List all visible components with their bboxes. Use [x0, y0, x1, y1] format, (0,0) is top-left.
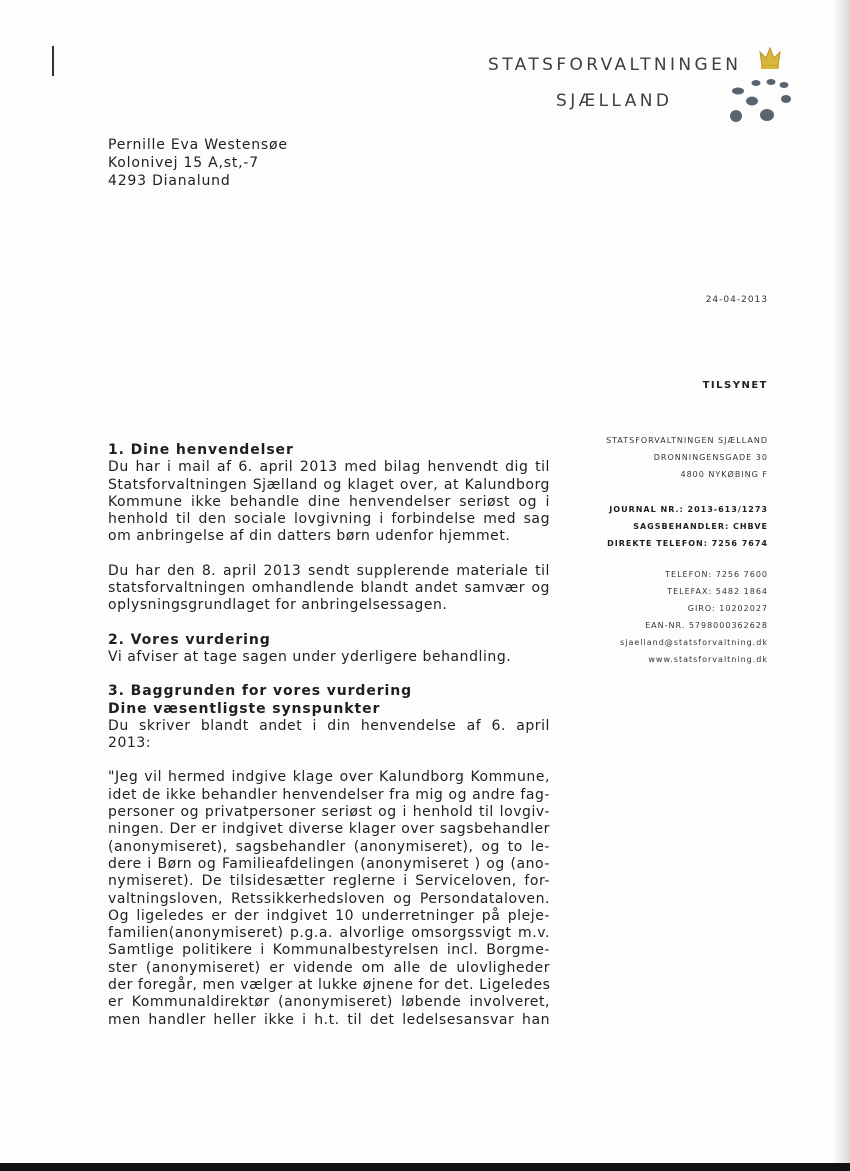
recipient-address — [108, 136, 288, 190]
section2-text: Vi afviser at tage sagen under yderligere behandling. — [108, 648, 512, 665]
section3-heading: 3. Baggrunden for vores vurdering — [108, 683, 413, 700]
section1b-text — [108, 563, 550, 615]
logo-dot — [732, 88, 744, 95]
body-line: henhold til den sociale lovgivning i forbindelse med sag — [108, 511, 550, 528]
crown-dots-icon — [720, 44, 796, 126]
quote-line: dere i Børn og Familieafdelingen (anonymiseret ) og (ano- — [108, 855, 550, 872]
sender-city: 4800 NYKØBING F — [680, 470, 768, 479]
phone: TELEFON: 7256 7600 — [665, 570, 768, 579]
quote-line: nymiseret). De tilsidesætter reglerne i Serviceloven, for- — [108, 873, 550, 890]
section2-heading: 2. Vores vurdering — [108, 631, 271, 648]
body-line: Statsforvaltningen Sjælland og klaget over, at Kalundborg — [108, 476, 550, 493]
body-line: 2013: — [108, 735, 152, 752]
quote-line: der foregår, men vælger at lukke øjnene for det. Ligeledes — [108, 977, 551, 994]
web-link[interactable]: www.statsforvaltning.dk — [648, 655, 768, 664]
org-name-line2: SJÆLLAND — [556, 91, 673, 111]
department-label: TILSYNET — [702, 380, 768, 391]
scan-edge-shadow — [832, 0, 850, 1163]
logo-dot — [730, 110, 742, 122]
body-line: Du skriver blandt andet i din henvendelse af 6. april — [108, 717, 550, 734]
quote-line: personer og privatpersoner seriøst og i henhold til lovgiv- — [108, 804, 550, 821]
logo-dot — [781, 95, 791, 103]
logo-dot — [752, 80, 761, 86]
body-line: Du har i mail af 6. april 2013 med bilag henvendt dig til — [108, 459, 550, 476]
sender-org: STATSFORVALTNINGEN SJÆLLAND — [606, 436, 768, 445]
giro: GIRO: 10202027 — [687, 604, 768, 613]
recipient-city: 4293 Dianalund — [108, 173, 231, 189]
journal-number: JOURNAL NR.: 2013-613/1273 — [609, 505, 768, 514]
logo-dot — [760, 109, 774, 121]
quote-line: idet de ikke behandler henvendelser fra mig og andre fag- — [108, 786, 550, 803]
scan-mark — [52, 46, 54, 76]
quote-line: ster (anonymiseret) er vidende om alle de ulovligheder — [108, 959, 550, 976]
quote-line: familien(anonymiseret) p.g.a. alvorlige omsorgssvigt m.v. — [108, 925, 550, 942]
body-line: Du har den 8. april 2013 sendt supplerende materiale til — [108, 562, 550, 579]
logo — [720, 44, 796, 130]
quote-block — [108, 769, 550, 1028]
direct-phone: DIREKTE TELEFON: 7256 7674 — [607, 539, 768, 548]
email-link[interactable]: sjaelland@statsforvaltning.dk — [620, 638, 768, 647]
body-line: oplysningsgrundlaget for anbringelsessagen. — [108, 597, 448, 614]
recipient-street: Kolonivej 15 A,st,-7 — [108, 155, 259, 171]
ean-number: EAN-NR. 5798000362628 — [645, 621, 768, 630]
quote-line: men handler heller ikke i h.t. til det ledelsesansvar han — [108, 1011, 550, 1028]
quote-line: "Jeg vil hermed indgive klage over Kalundborg Kommune, — [108, 769, 550, 786]
logo-dot — [746, 97, 758, 106]
quote-line: Og ligeledes er der indgivet 10 underretninger på pleje- — [108, 907, 550, 924]
body-line: statsforvaltningen omhandlende blandt andet samvær og — [108, 580, 550, 597]
org-name-line1: STATSFORVALTNINGEN — [488, 55, 742, 75]
case-worker: SAGSBEHANDLER: CHBVE — [633, 522, 768, 531]
fax: TELEFAX: 5482 1864 — [667, 587, 768, 596]
body-line: om anbringelse af din datters børn udenfor hjemmet. — [108, 528, 511, 545]
section3-text — [108, 718, 550, 753]
quote-line: Samtlige politikere i Kommunalbestyrelsen incl. Borgme- — [108, 942, 550, 959]
section1-text — [108, 459, 550, 545]
recipient-name: Pernille Eva Westensøe — [108, 137, 288, 153]
logo-dot — [780, 82, 789, 88]
body-line: Kommune ikke behandle dine henvendelser seriøst og i — [108, 493, 550, 510]
letter-date: 24-04-2013 — [705, 295, 768, 305]
logo-dot — [767, 79, 776, 85]
quote-line: er Kommunaldirektør (anonymiseret) løbende involveret, — [108, 994, 550, 1011]
scan-bottom-edge — [0, 1163, 850, 1171]
section3-subheading: Dine væsentligste synspunkter — [108, 700, 381, 717]
letter-body — [108, 442, 550, 1029]
quote-line: valtningsloven, Retssikkerhedsloven og Persondataloven. — [108, 890, 550, 907]
quote-line: ningen. Der er indgivet diverse klager over sagsbehandler — [108, 821, 550, 838]
section1-heading: 1. Dine henvendelser — [108, 442, 294, 458]
quote-line: (anonymiseret), sagsbehandler (anonymiseret), og to le- — [108, 838, 550, 855]
crown-icon — [760, 48, 780, 69]
sender-street: DRONNINGENSGADE 30 — [653, 453, 768, 462]
